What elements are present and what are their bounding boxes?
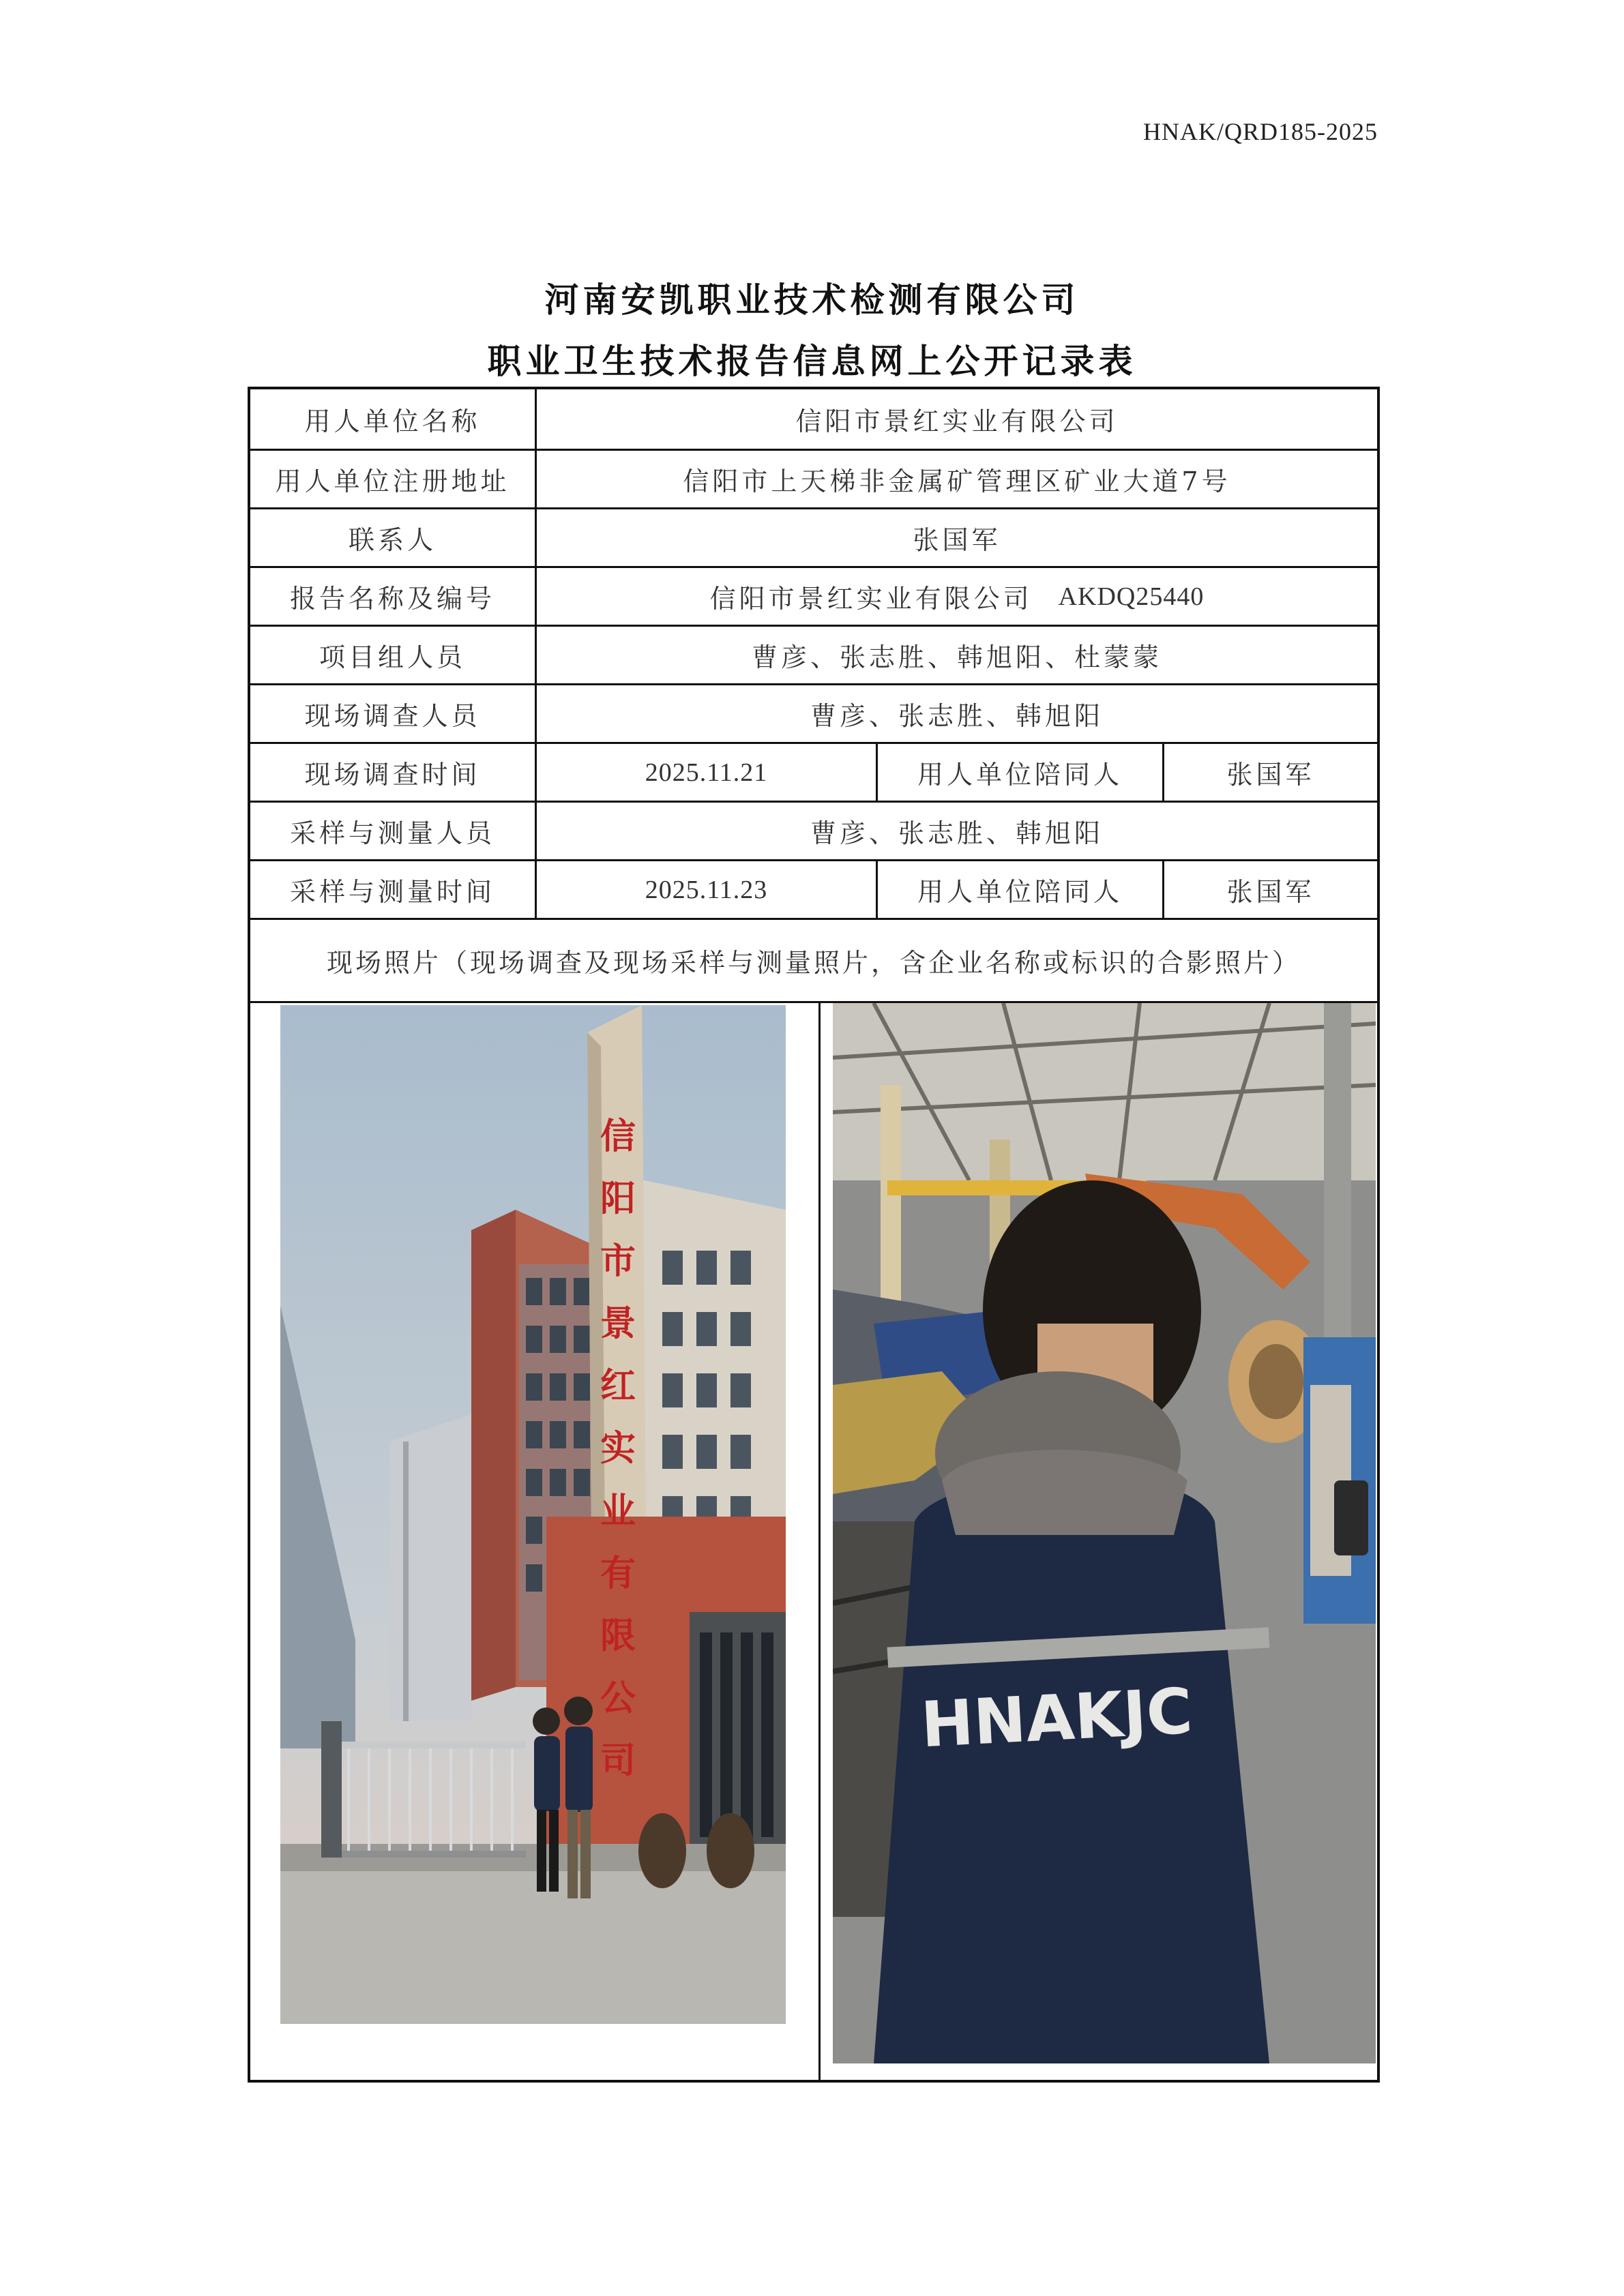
row-survey-staff: [250, 685, 1377, 744]
sign-character: 限: [600, 1615, 636, 1657]
row-report: [250, 568, 1377, 627]
row-sampling-staff: [250, 803, 1377, 861]
report-code: AKDQ25440: [1058, 582, 1205, 611]
value-sampling-companion: 张国军: [1226, 877, 1315, 907]
sign-character: 司: [600, 1740, 636, 1782]
row-survey-time: [250, 744, 1377, 803]
sign-character: 有: [600, 1553, 636, 1594]
building-photo-graphic: [280, 1005, 786, 2024]
row-employer-address: [250, 451, 1377, 509]
value-survey-time: 2025.11.21: [537, 744, 878, 801]
label-employer-address: 用人单位注册地址: [250, 451, 537, 507]
value-project-team: 曹彦、张志胜、韩旭阳、杜蒙蒙: [751, 642, 1162, 672]
company-sign-text: [600, 1116, 636, 1781]
label-sampling-time: 采样与测量时间: [250, 861, 537, 918]
row-photos-header: [250, 920, 1377, 1003]
site-photo-sampling: [833, 1003, 1376, 2063]
label-sampling-staff: 采样与测量人员: [250, 803, 537, 859]
value-survey-staff: 曹彦、张志胜、韩旭阳: [810, 701, 1104, 731]
value-contact: 张国军: [913, 525, 1001, 555]
label-survey-companion: 用人单位陪同人: [878, 744, 1164, 801]
sign-character: 景: [600, 1303, 636, 1345]
sign-character: 市: [600, 1241, 636, 1283]
form-title: 职业卫生技术报告信息网上公开记录表: [487, 342, 1137, 381]
row-project-team: [250, 627, 1377, 685]
row-employer-name: [250, 389, 1377, 451]
record-form-table: [248, 387, 1380, 2083]
photos-area: [250, 1003, 1377, 2080]
label-project-team: 项目组人员: [250, 627, 537, 683]
jacket-logo-text: [919, 1675, 1194, 1762]
company-title: 河南安凯职业技术检测有限公司: [544, 280, 1080, 320]
row-sampling-time: [250, 861, 1377, 920]
report-name: 信阳市景红实业有限公司: [709, 584, 1033, 614]
label-survey-time: 现场调查时间: [250, 744, 537, 801]
jacket-logo-label: HNAKJC: [919, 1674, 1194, 1762]
value-report: [537, 568, 1377, 625]
label-report: 报告名称及编号: [250, 568, 537, 625]
sign-character: 红: [600, 1366, 636, 1407]
sign-character: 信: [600, 1116, 636, 1157]
label-sampling-companion: 用人单位陪同人: [878, 861, 1164, 918]
sign-character: 业: [600, 1491, 636, 1532]
sign-character: 公: [600, 1678, 636, 1719]
photo-divider: [818, 1003, 821, 2080]
document-code: HNAK/QRD185-2025: [1143, 118, 1378, 145]
site-photo-building: [280, 1005, 786, 2024]
label-contact: 联系人: [250, 509, 537, 566]
sign-character: 实: [600, 1428, 636, 1470]
label-survey-staff: 现场调查人员: [250, 685, 537, 742]
value-sampling-time: 2025.11.23: [537, 861, 878, 918]
value-sampling-staff: 曹彦、张志胜、韩旭阳: [810, 818, 1104, 848]
label-employer-name: 用人单位名称: [250, 389, 537, 449]
value-employer-name: 信阳市景红实业有限公司: [795, 406, 1119, 436]
photos-header: 现场照片（现场调查及现场采样与测量照片，含企业名称或标识的合影照片）: [326, 948, 1301, 978]
sampling-photo-graphic: [833, 1003, 1376, 2063]
value-survey-companion: 张国军: [1226, 760, 1315, 790]
value-employer-address: 信阳市上天梯非金属矿管理区矿业大道7号: [683, 466, 1231, 496]
sign-character: 阳: [600, 1178, 636, 1220]
row-contact: [250, 509, 1377, 568]
